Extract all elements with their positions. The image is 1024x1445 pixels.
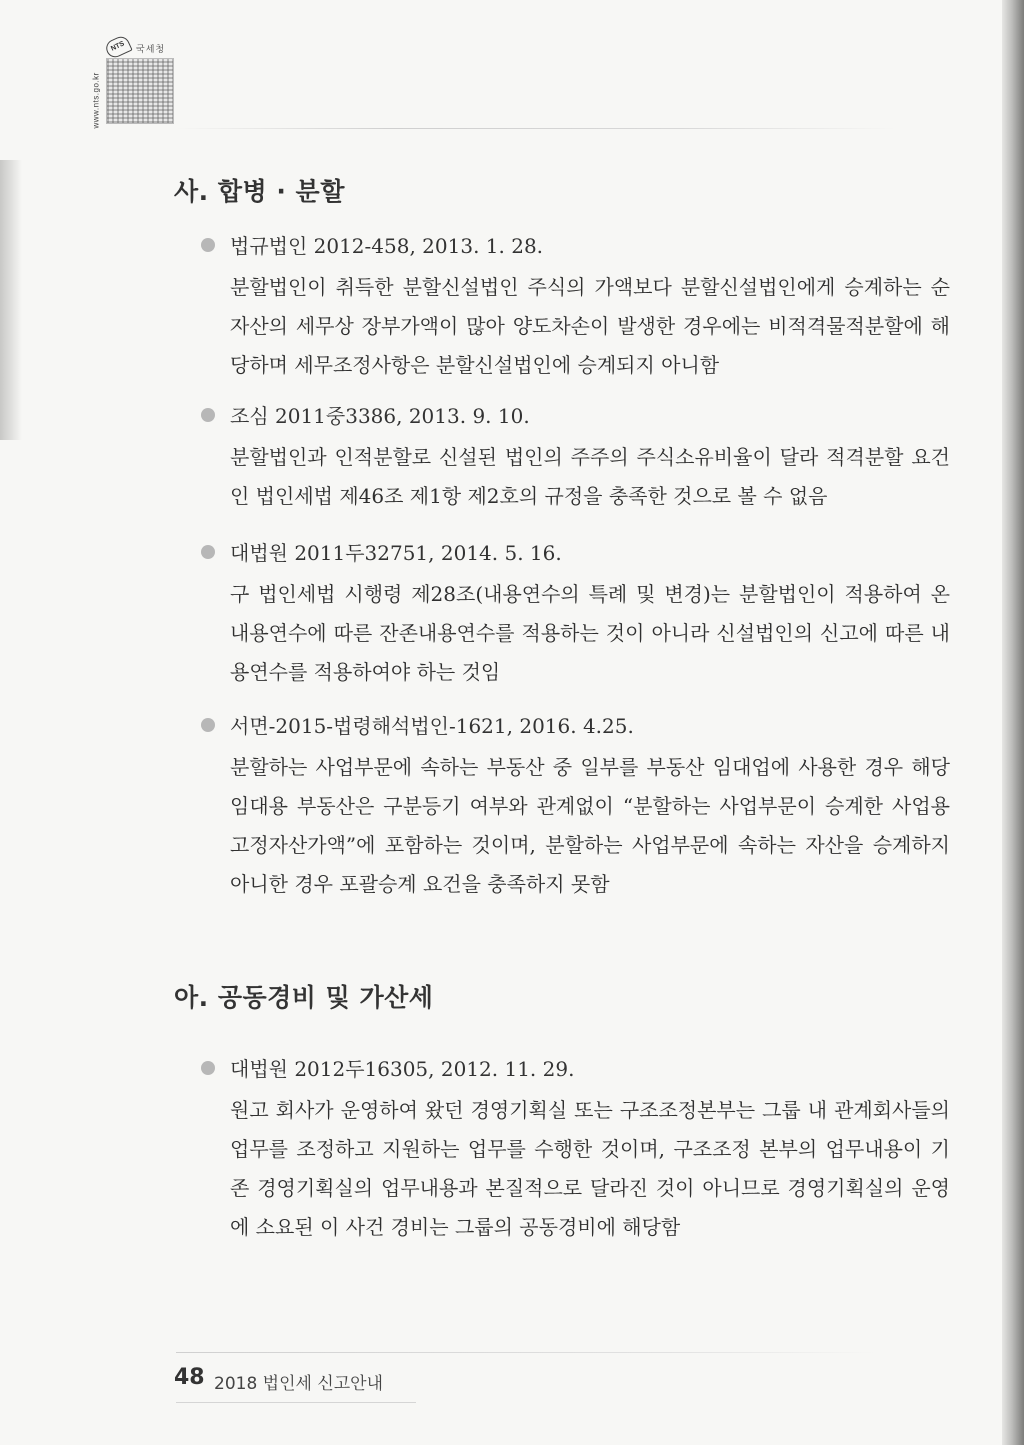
ruling-citation: 서면-2015-법령해석법인-1621, 2016. 4.25. — [230, 714, 634, 738]
scan-shadow-left — [0, 160, 22, 440]
logo-mark: NTS — [103, 34, 132, 60]
nts-logo — [88, 30, 180, 129]
ruling-summary: 구 법인세법 시행령 제28조(내용연수의 특례 및 변경)는 분할법인이 적용하여 온 내용연수에 따른 잔존내용연수를 적용하는 것이 아니라 신설법인의 신고에 따른 내용연수를 적용하여야 하는 것임 — [230, 582, 950, 684]
scan-shadow-right — [1002, 0, 1024, 1445]
footer-divider — [176, 1352, 876, 1353]
ruling-citation: 조심 2011중3386, 2013. 9. 10. — [230, 404, 530, 428]
footer-underline — [176, 1402, 416, 1403]
ruling-citation: 대법원 2012두16305, 2012. 11. 29. — [230, 1057, 575, 1081]
ruling-summary: 분할하는 사업부문에 속하는 부동산 중 일부를 부동산 임대업에 사용한 경우 해당 임대용 부동산은 구분등기 여부와 관계없이 “분할하는 사업부문이 승계한 사업용 고정자산가액”에 포함하는 것이며, 분할하는 사업부문에 속하는 자산을 승계하지 아니한 경우 포괄승계 요건을 충족하지 못함 — [230, 755, 950, 896]
logo-name: 국세청 — [136, 45, 166, 55]
bullet-icon — [201, 1061, 215, 1075]
footer-title: 2018 법인세 신고안내 — [214, 1374, 384, 1394]
ruling-summary: 분할법인과 인적분할로 신설된 법인의 주주의 주식소유비율이 달라 적격분할 요건인 법인세법 제46조 제1항 제2호의 규정을 충족한 것으로 볼 수 없음 — [230, 445, 950, 508]
ruling-citation: 대법원 2011두32751, 2014. 5. 16. — [230, 541, 562, 565]
logo-url: www.nts.go.kr — [91, 72, 101, 129]
header-divider — [176, 128, 896, 129]
section-title: 사. 합병 · 분할 — [174, 177, 345, 206]
section-title: 아. 공동경비 및 가산세 — [174, 983, 434, 1012]
ruling-summary: 원고 회사가 운영하여 왔던 경영기획실 또는 구조조정본부는 그룹 내 관계회사들의 업무를 조정하고 지원하는 업무를 수행한 것이며, 구조조정 본부의 업무내용이 기존 경영기획실의 업무내용과 본질적으로 달라진 것이 아니므로 경영기획실의 운영에 소요된 이 사건 경비는 그룹의 공동경비에 해당함 — [230, 1098, 950, 1239]
ruling-citation: 법규법인 2012-458, 2013. 1. 28. — [230, 234, 544, 258]
page-number: 48 — [174, 1365, 205, 1390]
bullet-icon — [201, 408, 215, 422]
qr-code — [106, 58, 174, 124]
bullet-icon — [201, 545, 215, 559]
bullet-icon — [201, 238, 215, 252]
bullet-icon — [201, 718, 215, 732]
ruling-summary: 분할법인이 취득한 분할신설법인 주식의 가액보다 분할신설법인에게 승계하는 순자산의 세무상 장부가액이 많아 양도차손이 발생한 경우에는 비적격물적분할에 해당하며 세무조정사항은 분할신설법인에 승계되지 아니함 — [230, 275, 950, 377]
